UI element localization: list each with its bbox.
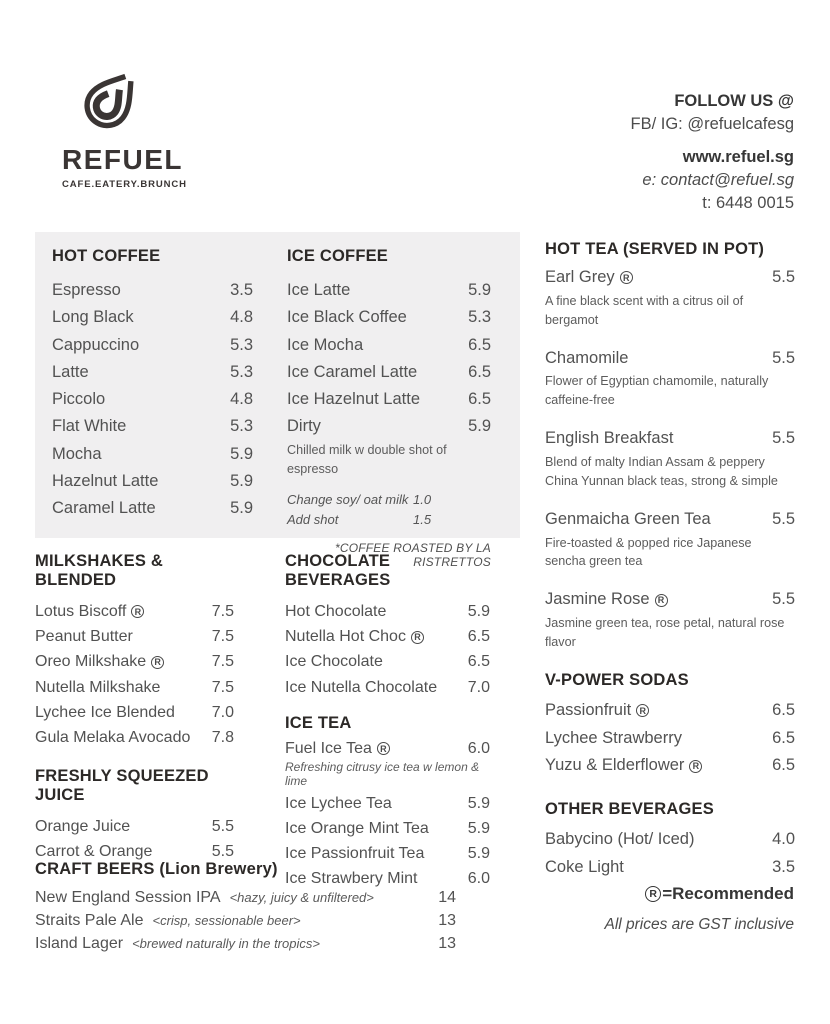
section-title-milkshakes: MILKSHAKES & BLENDED xyxy=(35,552,163,589)
menu-item-row xyxy=(287,307,491,327)
hot-coffee-list xyxy=(52,280,253,519)
item-name: Ice Chocolate xyxy=(285,653,383,671)
contact-block xyxy=(631,90,794,215)
social-handle: FB/ IG: @refuelcafesg xyxy=(630,115,794,134)
item-price: 4.8 xyxy=(230,390,253,409)
item-name: Genmaicha Green Tea xyxy=(545,509,711,528)
menu-item-row xyxy=(545,830,795,850)
item-name: Lychee Ice Blended xyxy=(35,703,175,721)
recommended-icon: R xyxy=(411,631,424,644)
legend-text: =Recommended xyxy=(662,884,794,903)
item-name: Long Black xyxy=(52,308,134,327)
section-title-juice: FRESHLY SQUEEZED JUICE xyxy=(35,767,209,805)
hot-coffee-section xyxy=(52,247,253,538)
recommended-icon: R xyxy=(689,760,702,773)
menu-item-row xyxy=(35,817,234,836)
item-price: 6.5 xyxy=(467,628,490,646)
droplet-icon xyxy=(70,60,148,140)
milkshakes-list xyxy=(35,602,234,747)
section-title-ice-tea: ICE TEA xyxy=(285,713,352,732)
item-price: 5.9 xyxy=(467,794,490,812)
item-name: Jasmine Rose xyxy=(545,590,650,609)
item-price: 5.3 xyxy=(230,335,253,354)
item-price: 6.5 xyxy=(772,700,795,719)
coffee-box xyxy=(35,232,520,570)
item-price: 5.3 xyxy=(468,308,491,327)
follow-us-heading: FOLLOW US @ xyxy=(674,92,794,110)
extra-name: Change soy/ oat milk xyxy=(287,492,409,508)
item-price: 6.5 xyxy=(772,756,795,775)
menu-item-row xyxy=(545,429,795,449)
contact-email: e: contact@refuel.sg xyxy=(642,171,794,190)
section-title-hot-coffee: HOT COFFEE xyxy=(52,247,161,265)
item-name: Coke Light xyxy=(545,857,624,876)
middle-column xyxy=(285,552,490,895)
item-description: Blend of malty Indian Assam & peppery China Yunnan black teas, strong & simple xyxy=(545,454,778,488)
item-price: 5.3 xyxy=(230,417,253,436)
item-price: 5.5 xyxy=(772,590,795,609)
menu-item-row xyxy=(287,389,491,409)
menu-item xyxy=(287,389,491,409)
item-price: 5.9 xyxy=(467,602,490,620)
menu-item-row xyxy=(35,728,234,747)
item-name: Hazelnut Latte xyxy=(52,471,159,490)
menu-item-row xyxy=(285,819,490,838)
hot-tea-list xyxy=(545,268,795,652)
item-price: 5.9 xyxy=(230,499,253,518)
tea-item xyxy=(545,349,795,411)
menu-item-row xyxy=(287,280,491,300)
item-price: 5.5 xyxy=(772,348,795,367)
menu-item-row xyxy=(35,627,234,646)
menu-item xyxy=(285,739,490,788)
item-name: New England Session IPA xyxy=(35,888,221,906)
brand-tagline: CAFE.EATERY.BRUNCH xyxy=(62,179,187,190)
item-price: 3.5 xyxy=(772,857,795,876)
item-description: Fire-toasted & popped rice Japanese sencha green tea xyxy=(545,535,752,569)
item-price: 5.5 xyxy=(772,509,795,528)
item-name: Oreo Milkshake xyxy=(35,653,147,671)
menu-item xyxy=(287,335,491,355)
menu-item-row xyxy=(545,858,795,878)
item-name: Piccolo xyxy=(52,390,106,409)
vpower-list xyxy=(545,701,795,776)
section-title-chocolate: CHOCOLATE BEVERAGES xyxy=(285,552,391,589)
brand-logo xyxy=(62,60,187,190)
item-name: Chamomile xyxy=(545,348,629,367)
item-price: 5.9 xyxy=(467,820,490,838)
recommended-legend xyxy=(604,884,794,904)
recommended-icon: R xyxy=(131,605,144,618)
item-subtitle: Refreshing citrusy ice tea w lemon & lime xyxy=(285,759,480,788)
menu-item-row xyxy=(52,280,253,300)
item-price: 6.5 xyxy=(467,653,490,671)
menu-item-row xyxy=(287,362,491,382)
item-name: Babycino (Hot/ Iced) xyxy=(545,830,695,849)
item-name: Ice Orange Mint Tea xyxy=(285,820,429,838)
coffee-extras-list xyxy=(287,492,491,527)
menu-item-row xyxy=(285,678,490,697)
coffee-roaster-note: *COFFEE ROASTED BY LA RISTRETTOS xyxy=(334,541,491,570)
section-title-hot-tea: HOT TEA (SERVED IN POT) xyxy=(545,240,765,258)
website-url: www.refuel.sg xyxy=(682,148,794,167)
item-price: 7.0 xyxy=(211,703,234,721)
item-price: 6.0 xyxy=(467,870,490,888)
menu-item-row xyxy=(35,602,234,621)
ice-coffee-section xyxy=(287,247,491,570)
item-price: 7.5 xyxy=(211,678,234,696)
extra-price: 1.0 xyxy=(413,492,432,508)
menu-item-row xyxy=(287,416,491,436)
item-name: Dirty xyxy=(287,417,321,436)
recommended-icon: R xyxy=(620,271,633,284)
menu-item-row xyxy=(285,794,490,813)
menu-item xyxy=(285,819,490,838)
item-price: 5.5 xyxy=(211,818,234,835)
item-description: Flower of Egyptian chamomile, naturally caffeine-free xyxy=(545,374,769,408)
menu-item-row xyxy=(35,934,456,953)
item-name: Lotus Biscoff xyxy=(35,602,127,620)
item-name: English Breakfast xyxy=(545,429,674,448)
menu-item xyxy=(287,307,491,327)
item-price: 6.5 xyxy=(772,728,795,747)
menu-item xyxy=(287,416,491,478)
menu-item-row xyxy=(52,498,253,518)
item-name: Nutella Milkshake xyxy=(35,678,161,696)
item-name: Straits Pale Ale xyxy=(35,912,144,930)
item-price: 5.3 xyxy=(230,362,253,381)
item-name: Ice Hazelnut Latte xyxy=(287,390,420,409)
menu-item-row xyxy=(52,335,253,355)
item-description: Chilled milk w double shot of espresso xyxy=(287,442,447,476)
item-name: Ice Nutella Chocolate xyxy=(285,678,438,696)
item-name: Mocha xyxy=(52,444,102,463)
contact-phone: t: 6448 0015 xyxy=(702,194,794,213)
extra-option-row xyxy=(287,512,491,527)
menu-item-row xyxy=(545,701,795,721)
item-price: 4.8 xyxy=(230,308,253,327)
menu-item-row xyxy=(52,444,253,464)
recommended-icon: R xyxy=(151,656,164,669)
item-tagline: <crisp, sessionable beer> xyxy=(152,913,301,929)
item-name: Ice Latte xyxy=(287,280,351,299)
extra-option-row xyxy=(287,492,491,507)
menu-item-row xyxy=(285,652,490,671)
tea-item xyxy=(545,268,795,330)
menu-item-row xyxy=(545,590,795,610)
tea-item xyxy=(545,429,795,491)
section-title-ice-coffee: ICE COFFEE xyxy=(287,247,389,265)
item-name: Earl Grey xyxy=(545,267,615,286)
item-name: Ice Passionfruit Tea xyxy=(285,845,425,863)
section-title-vpower: V-POWER SODAS xyxy=(545,670,689,689)
item-name: Nutella Hot Choc xyxy=(285,628,406,646)
menu-item-row xyxy=(35,678,234,697)
item-name: Ice Mocha xyxy=(287,335,364,354)
contact-spacer xyxy=(631,136,794,146)
item-name: Yuzu & Elderflower xyxy=(545,756,685,775)
juice-list xyxy=(35,817,234,861)
menu-item-row xyxy=(35,888,456,907)
ice-coffee-list xyxy=(287,280,491,478)
right-column xyxy=(545,240,795,886)
item-price: 7.5 xyxy=(211,602,234,620)
item-name: Latte xyxy=(52,362,89,381)
item-price: 5.5 xyxy=(211,843,234,861)
item-name: Orange Juice xyxy=(35,818,131,835)
item-price: 3.5 xyxy=(230,280,253,299)
menu-item-row xyxy=(35,842,234,861)
menu-item-row xyxy=(52,307,253,327)
item-name: Flat White xyxy=(52,417,127,436)
item-price: 5.9 xyxy=(230,471,253,490)
menu-item-row xyxy=(285,739,490,758)
coffee-box-gap xyxy=(253,247,287,538)
menu-item-row xyxy=(545,729,795,749)
menu-item-row xyxy=(287,335,491,355)
footer-legend xyxy=(604,884,794,934)
item-name: Passionfruit xyxy=(545,700,632,719)
extra-name: Add shot xyxy=(287,512,339,528)
item-name: Ice Strawbery Mint xyxy=(285,870,418,888)
recommended-icon: R xyxy=(377,742,390,755)
item-tagline: <hazy, juicy & unfiltered> xyxy=(229,889,374,905)
item-price: 5.5 xyxy=(772,267,795,286)
recommended-icon: R xyxy=(636,704,649,717)
item-name: Cappuccino xyxy=(52,335,140,354)
tea-item xyxy=(545,590,795,652)
item-price: 5.9 xyxy=(467,845,490,863)
menu-item-row xyxy=(35,911,456,930)
item-price: 7.5 xyxy=(211,628,234,646)
item-name: Ice Caramel Latte xyxy=(287,362,418,381)
menu-item-row xyxy=(545,349,795,369)
other-beverages-list xyxy=(545,830,795,878)
menu-item xyxy=(285,794,490,813)
item-name: Espresso xyxy=(52,280,121,299)
item-price: 6.5 xyxy=(468,362,491,381)
item-price: 5.5 xyxy=(772,429,795,448)
item-name: Peanut Butter xyxy=(35,628,133,646)
left-column xyxy=(35,552,234,867)
item-description: Jasmine green tea, rose petal, natural rose flavor xyxy=(545,616,785,649)
item-price: 7.5 xyxy=(211,653,234,671)
item-name: Hot Chocolate xyxy=(285,602,387,620)
menu-item-row xyxy=(285,602,490,621)
menu-item xyxy=(287,362,491,382)
item-tagline: <brewed naturally in the tropics> xyxy=(132,936,320,952)
craft-beers-section xyxy=(35,860,456,958)
item-name: Island Lager xyxy=(35,935,124,953)
menu-item-row xyxy=(285,627,490,646)
section-title-craft-beers: CRAFT BEERS (Lion Brewery) xyxy=(35,860,278,878)
item-price: 6.0 xyxy=(467,739,490,757)
item-name: Ice Lychee Tea xyxy=(285,794,392,812)
item-name: Fuel Ice Tea xyxy=(285,739,372,757)
recommended-icon: R xyxy=(645,886,661,902)
brand-name: REFUEL xyxy=(62,144,183,175)
item-price: 6.5 xyxy=(468,390,491,409)
recommended-icon: R xyxy=(655,594,668,607)
item-price: 6.5 xyxy=(468,335,491,354)
gst-note: All prices are GST inclusive xyxy=(604,916,794,933)
item-name: Gula Melaka Avocado xyxy=(35,728,191,746)
tea-item xyxy=(545,510,795,572)
menu-item-row xyxy=(52,389,253,409)
item-price: 14 xyxy=(438,888,456,906)
section-title-other: OTHER BEVERAGES xyxy=(545,800,714,819)
menu-item xyxy=(287,280,491,300)
craft-beers-list xyxy=(35,888,456,954)
item-name: Lychee Strawberry xyxy=(545,728,682,747)
menu-item-row xyxy=(52,471,253,491)
menu-item-row xyxy=(35,652,234,671)
item-name: Ice Black Coffee xyxy=(287,308,407,327)
item-price: 5.9 xyxy=(468,417,491,436)
item-description: A fine black scent with a citrus oil of bergamot xyxy=(545,293,744,327)
menu-item-row xyxy=(545,756,795,776)
menu-item-row xyxy=(52,416,253,436)
item-price: 7.8 xyxy=(211,728,234,746)
menu-item-row xyxy=(545,510,795,530)
item-name: Carrot & Orange xyxy=(35,843,153,861)
item-price: 5.9 xyxy=(230,444,253,463)
menu-item-row xyxy=(35,703,234,722)
extra-price: 1.5 xyxy=(413,512,432,528)
item-name: Caramel Latte xyxy=(52,499,156,518)
chocolate-list xyxy=(285,602,490,697)
menu-item-row xyxy=(545,268,795,288)
item-price: 13 xyxy=(438,935,456,953)
item-price: 4.0 xyxy=(772,830,795,849)
item-price: 13 xyxy=(438,912,456,930)
menu-item-row xyxy=(52,362,253,382)
item-price: 7.0 xyxy=(467,678,490,696)
item-price: 5.9 xyxy=(468,280,491,299)
